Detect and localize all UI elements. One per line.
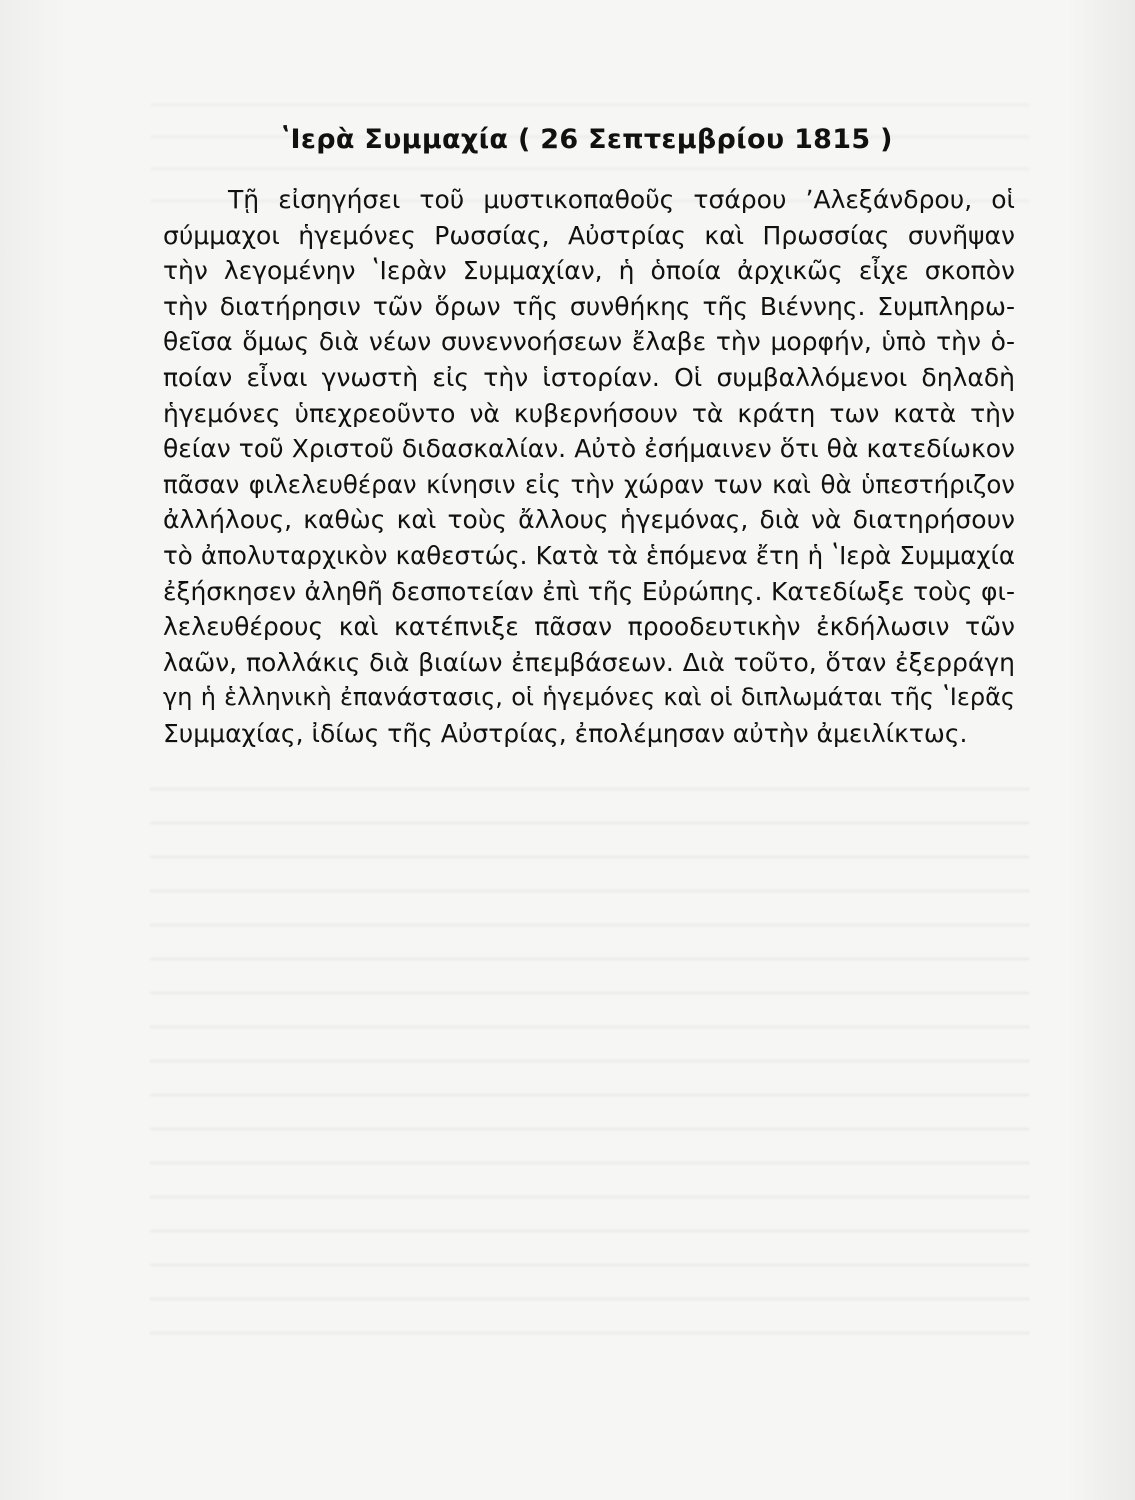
text-line: σύμμαχοι ἡγεμόνες Ρωσσίας, Αὐστρίας καὶ Πρωσσίας συνῆψαν (163, 220, 1015, 250)
body-paragraph (163, 182, 1015, 752)
text-line: ἀλλήλους, καθὼς καὶ τοὺς ἄλλους ἡγεμόνας, διὰ νὰ διατηρήσουν (163, 505, 1015, 535)
text-line: ἐξήσκησεν ἀληθῆ δεσποτείαν ἐπὶ τῆς Εὐρώπης. Κατεδίωξε τοὺς φι- (163, 576, 1015, 606)
text-line: πᾶσαν φιλελευθέραν κίνησιν εἰς τὴν χώραν των καὶ θὰ ὑπεστήριζον (163, 469, 1015, 499)
text-line: Τῇ εἰσηγήσει τοῦ μυστικοπαθοῦς τσάρου ʼΑλεξάνδρου, οἱ (228, 185, 1015, 214)
bleed-through-shadow (150, 770, 1030, 1350)
page-title: ʽΙερὰ Συμμαχία ( 26 Σεπτεμβρίου 1815 ) (280, 124, 893, 155)
text-line: τὴν λεγομένην ʽΙερὰν Συμμαχίαν, ἡ ὁποία ἀρχικῶς εἶχε σκοπὸν (163, 256, 1015, 286)
text-line: τὴν διατήρησιν τῶν ὅρων τῆς συνθήκης τῆς Βιέννης. Συμπληρω- (163, 291, 1015, 321)
text-line: θεῖσα ὅμως διὰ νέων συνεννοήσεων ἔλαβε τὴν μορφήν, ὑπὸ τὴν ὁ- (163, 327, 1015, 357)
text-line: Συμμαχίας, ἰδίως τῆς Αὐστρίας, ἐπολέμησαν αὐτὴν ἀμειλίκτως. (163, 718, 968, 748)
text-line: ποίαν εἶναι γνωστὴ εἰς τὴν ἱστορίαν. Οἱ συμβαλλόμενοι δηλαδὴ (163, 362, 1015, 392)
text-line: λαῶν, πολλάκις διὰ βιαίων ἐπεμβάσεων. Διὰ τοῦτο, ὅταν ἐξερράγη (163, 647, 1015, 677)
text-line: ἡγεμόνες ὑπεχρεοῦντο νὰ κυβερνήσουν τὰ κράτη των κατὰ τὴν (163, 398, 1015, 428)
text-line: γη ἡ ἑλληνικὴ ἐπανάστασις, οἱ ἡγεμόνες καὶ οἱ διπλωμάται τῆς ʽΙερᾶς (163, 683, 1015, 712)
text-line: τὸ ἀπολυταρχικὸν καθεστώς. Κατὰ τὰ ἑπόμενα ἔτη ἡ ʽΙερὰ Συμμαχία (163, 540, 1015, 570)
text-line: θείαν τοῦ Χριστοῦ διδασκαλίαν. Αὐτὸ ἐσήμαινεν ὅτι θὰ κατεδίωκον (163, 434, 1015, 464)
text-line: λελευθέρους καὶ κατέπνιξε πᾶσαν προοδευτικὴν ἐκδήλωσιν τῶν (163, 612, 1015, 642)
